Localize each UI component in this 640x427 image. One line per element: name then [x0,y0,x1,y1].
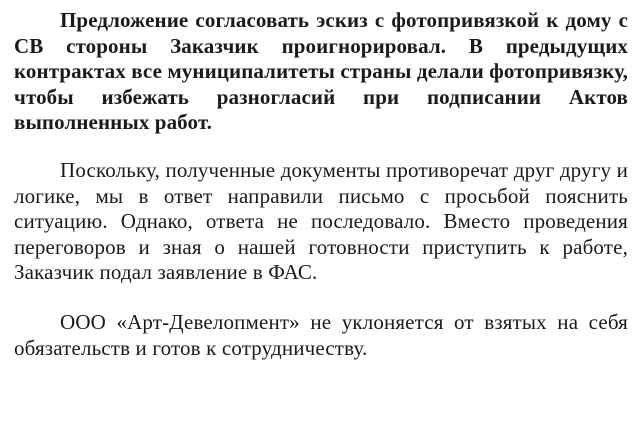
paragraph-contradicting-documents: Поскольку, полученные документы противоречат друг другу и логике, мы в ответ направили письмо с просьбой пояснить ситуацию. Однако, ответа не последовало. Вместо проведения переговоров и зная о нашей готовности приступить к работе, Заказчик подал заявление в ФАС. [14,157,628,285]
cut-off-text-fragment [60,417,620,427]
next-paragraph-cut-off [60,417,620,427]
paragraph-company-commitment: ООО «Арт-Девелопмент» не уклоняется от взятых на себя обязательств и готов к сотрудничеству. [14,309,628,360]
paragraph-proposal-ignored: Предложение согласовать эскиз с фотопривязкой к дому с СВ стороны Заказчик проигнорировал. В предыдущих контрактах все муниципалитеты страны делали фотопривязку, чтобы избежать разногласий при подписании Актов выполненных работ. [14,8,628,135]
document-page [14,8,628,361]
